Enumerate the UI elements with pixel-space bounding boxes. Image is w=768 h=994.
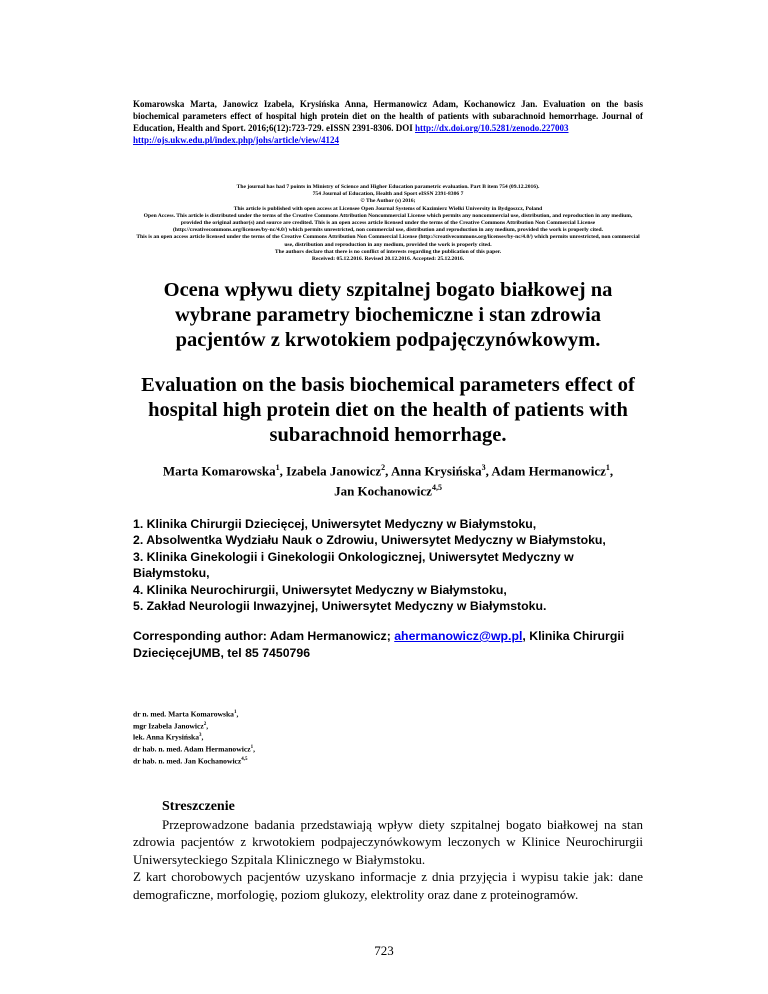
journal-info-line: This is an open access article licensed under the terms of the Creative Commons Attribution Non Commercial License (http://creativecommons.org/licenses/by-nc/4.0/) which permits unrestricted, non commercial xyxy=(136,234,640,241)
journal-info-line: The authors declare that there is no conflict of interests regarding the publication of this paper. xyxy=(274,248,502,255)
journal-info-line: The journal has had 7 points in Ministry of Science and Higher Education parametric evaluation. Part B item 754 (09.12.2016). xyxy=(236,184,540,190)
author-separator: , xyxy=(385,463,391,479)
author-degree-name: mgr Izabela Janowicz xyxy=(133,721,204,731)
author-name: Izabela Janowicz xyxy=(286,463,382,479)
author-affiliation-mark: 1 xyxy=(605,463,610,472)
journal-info-line: (http://creativecommons.org/licenses/by-nc/4.0/) which permits unrestricted, non commercial use, distribution and reproduction in any medium, provided the work is properly cited. xyxy=(173,227,603,234)
affiliation-list xyxy=(133,516,653,614)
author-name: Jan Kochanowicz xyxy=(334,483,432,499)
doi-link[interactable]: http://dx.doi.org/10.5281/zenodo.227003 xyxy=(415,123,569,133)
author-degree-mark: 2 xyxy=(203,721,207,727)
author-degree-item xyxy=(133,755,433,767)
author-name: Anna Krysińska xyxy=(390,463,482,479)
affiliation-item: 3. Klinika Ginekologii i Ginekologii Onkologicznej, Uniwersytet Medyczny w xyxy=(133,549,574,564)
author-degree-mark: 4,5 xyxy=(241,756,248,762)
journal-info-line: Received: 05.12.2016. Revised 20.12.2016. Accepted: 25.12.2016. xyxy=(311,256,465,263)
journal-info-line: © The Author (s) 2016; xyxy=(360,198,416,205)
abstract-paragraph: Z kart chorobowych pacjentów uzyskano informacje z dnia przyjęcia i wypisu takie jak: dane demograficzne, morfologię, poziom glukozy, elektrolity oraz dane z proteinogramów. xyxy=(133,869,643,902)
email-link[interactable]: ahermanowicz@wp.pl xyxy=(394,629,523,643)
author-degree-mark: 1 xyxy=(250,745,254,751)
affiliation-item: 5. Zakład Neurologii Inwazyjnej, Uniwersytet Medyczny w Białymstoku. xyxy=(133,599,547,614)
author-degree-item xyxy=(133,743,433,755)
abstract-heading: Streszczenie xyxy=(162,799,235,814)
author-degree-name: lek. Anna Krysińska xyxy=(133,733,200,742)
page-number: 723 xyxy=(374,943,394,958)
author-degree-mark: 1 xyxy=(233,710,237,715)
journal-info-line: Open Access. This article is distributed under the terms of the Creative Commons Attribution Noncommercial License which permits any noncommercial use, distribution, and reproduction in any medium, xyxy=(143,212,633,219)
citation-header xyxy=(133,98,643,146)
journal-info-line: provided the original author(s) and source are credited. This is an open access article licensed under the terms of the Creative Commons Attribution Non Commercial License xyxy=(180,220,596,227)
author-degree-item xyxy=(133,720,433,732)
affiliation-item: 2. Absolwentka Wydziału Nauk o Zdrowiu, Uniwersytet Medyczny w Białymstoku, xyxy=(133,533,606,548)
author-affiliation-mark: 4,5 xyxy=(431,483,442,493)
article-url-link[interactable]: http://ojs.ukw.edu.pl/index.php/johs/article/view/4124 xyxy=(133,135,340,145)
corresponding-suffix: , Klinika Chirurgii DziecięcejUMB, tel 85 7450796 xyxy=(133,629,625,660)
author-separator: , xyxy=(609,463,614,479)
author-degree-name: dr n. med. Marta Komarowska xyxy=(133,709,234,719)
author-degree-mark: 3 xyxy=(199,733,202,739)
abstract-body xyxy=(133,816,643,903)
author-affiliation-mark: 1 xyxy=(275,463,280,472)
author-degree-end: , xyxy=(201,733,204,742)
author-degree-end: , xyxy=(236,709,239,719)
author-separator: , xyxy=(485,463,492,479)
title-polish: Ocena wpływu diety szpitalnej bogato białkowej na wybrane parametry biochemiczne i stan zdrowia pacjentów z krwotokiem podpajęczynówkowym. xyxy=(163,279,613,351)
author-name: Marta Komarowska xyxy=(162,463,276,479)
affiliation-item: Białymstoku, xyxy=(133,566,210,581)
author-degree-name: dr hab. n. med. Jan Kochanowicz xyxy=(133,756,242,766)
author-degree-list xyxy=(133,708,433,767)
author-name: Adam Hermanowicz xyxy=(491,463,606,479)
author-affiliation-mark: 3 xyxy=(481,463,486,472)
journal-info-block xyxy=(133,184,643,263)
author-degree-name: dr hab. n. med. Adam Hermanowicz xyxy=(133,744,251,754)
corresponding-prefix: Corresponding author: Adam Hermanowicz; xyxy=(133,629,395,643)
author-degree-end: , xyxy=(253,744,255,754)
journal-info-line: This article is published with open access at Licensee Open Journal Systems of Kazimierz Wielki University in Bydgoszcz, Poland xyxy=(233,205,543,212)
author-separator: , xyxy=(279,463,287,479)
corresponding-author xyxy=(133,628,648,661)
author-degree-item xyxy=(133,731,433,743)
journal-info-line: use, distribution and reproduction in any medium, provided the work is properly cited. xyxy=(284,241,492,248)
journal-info-line: 754 Journal of Education, Health and Sport eISSN 2391-8306 7 xyxy=(312,191,464,198)
affiliation-item: 1. Klinika Chirurgii Dziecięcej, Uniwersytet Medyczny w Białymstoku, xyxy=(133,517,537,531)
citation-text: Komarowska Marta, Janowicz Izabela, Krysińska Anna, Hermanowicz Adam, Kochanowicz Jan. Evaluation on the basis biochemical parameters effect of hospital high protein diet on the health of patients with subarachnoid hemorrhage. Journal of Education, Health and Sport. 2016;6(12):723-729. eISSN 2391-8306. DOI xyxy=(133,99,643,133)
title-english: Evaluation on the basis biochemical parameters effect of hospital high protein diet on the health of patients with subarachnoid hemorrhage. xyxy=(141,374,635,446)
affiliation-item: 4. Klinika Neurochirurgii, Uniwersytet Medyczny w Białymstoku, xyxy=(133,582,507,597)
abstract-paragraph: Przeprowadzone badania przedstawiają wpływ diety szpitalnej bogato białkowej na stan zdrowia pacjentów z krwotokiem podpajeczynówkowym leczonych w Klinice Neurochirurgii Uniwersyteckiego Szpitala Klinicznego w Białymstoku. xyxy=(133,817,643,867)
author-degree-end: , xyxy=(206,721,209,731)
author-affiliation-mark: 2 xyxy=(381,463,386,472)
author-line xyxy=(133,459,643,500)
author-degree-item xyxy=(133,708,433,720)
